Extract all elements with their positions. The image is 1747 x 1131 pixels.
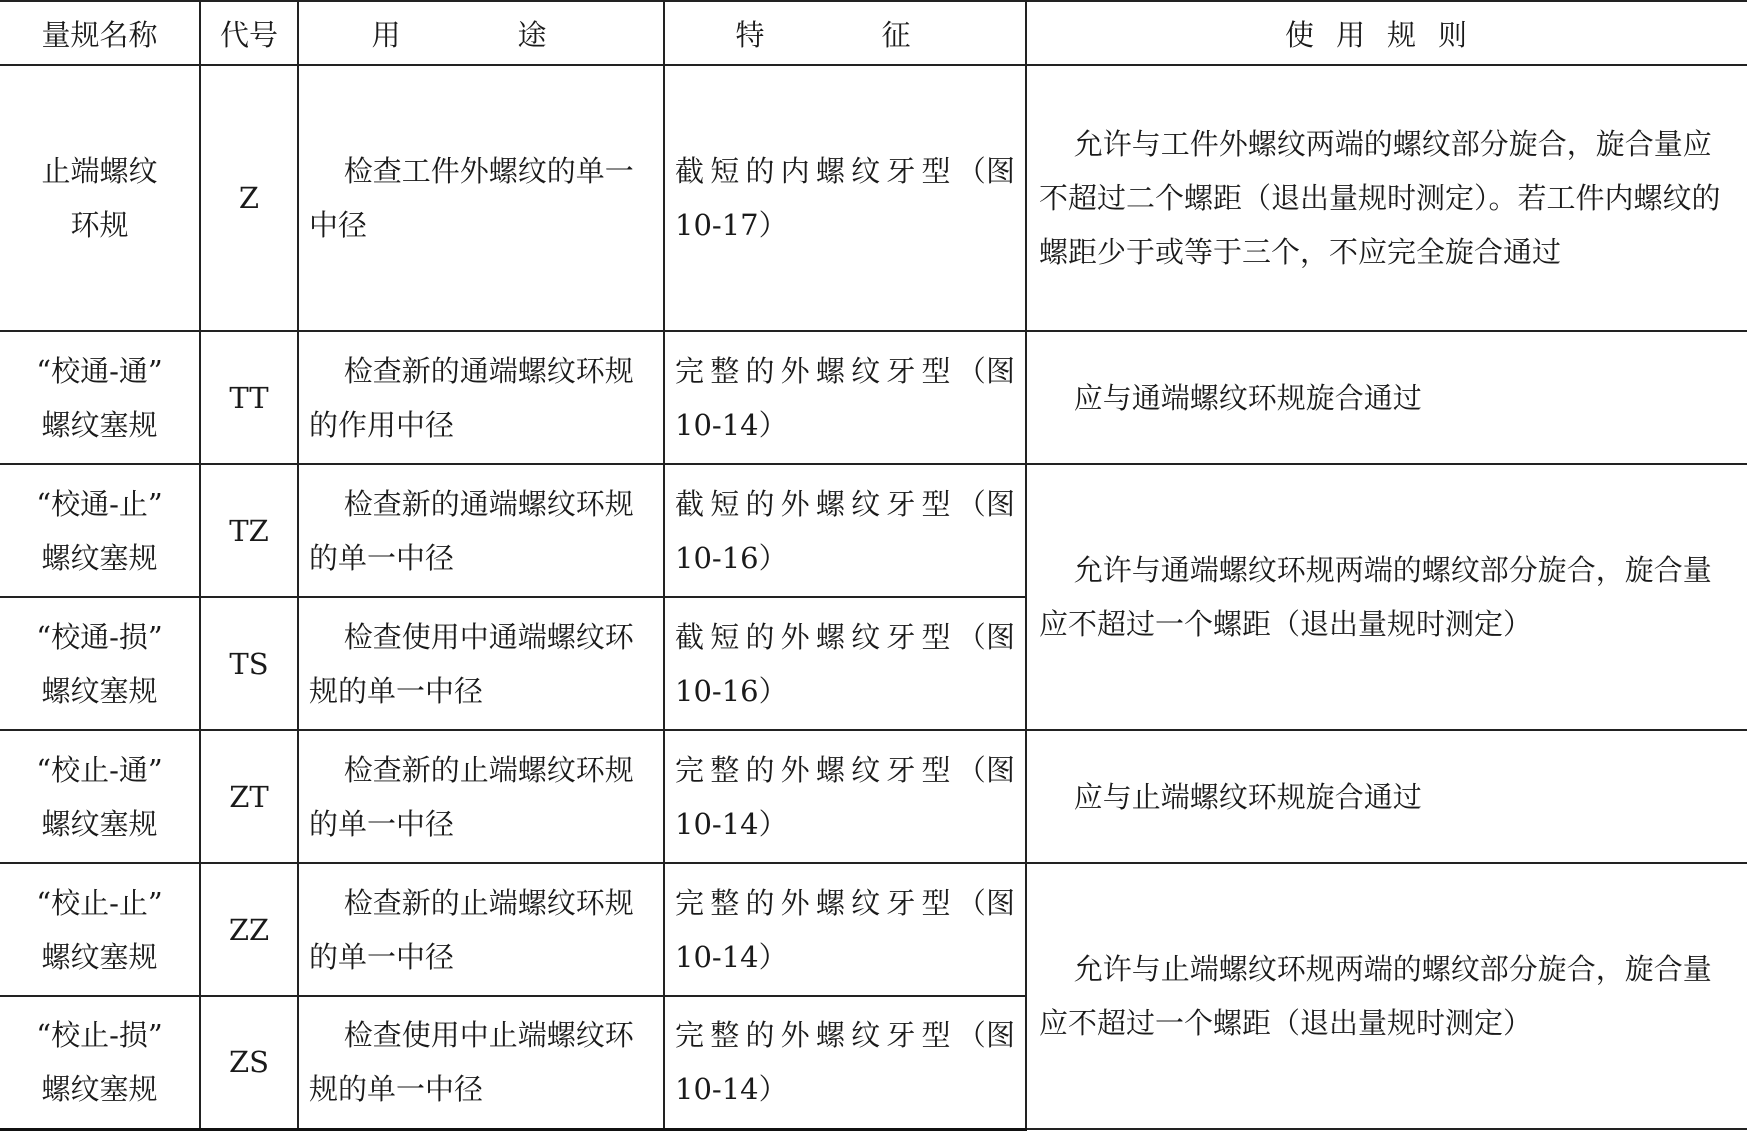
header-gauge-name: 量规名称 [0, 1, 200, 65]
usage-rule-cell: 允许与止端螺纹环规两端的螺纹部分旋合，旋合量应不超过一个螺距（退出量规时测定） [1026, 863, 1747, 1129]
gauge-name-cell: 止端螺纹 环规 [0, 65, 200, 331]
table-row [0, 331, 1747, 464]
purpose-cell: 检查新的通端螺纹环规的单一中径 [298, 464, 664, 597]
code-cell: TS [200, 597, 298, 730]
header-feature: 特 征 [664, 1, 1026, 65]
feature-cell: 完整的外螺纹牙型（图 10-14） [664, 730, 1026, 863]
header-code: 代号 [200, 1, 298, 65]
usage-rule-cell: 应与通端螺纹环规旋合通过 [1026, 331, 1747, 464]
feature-cell: 截短的内螺纹牙型（图 10-17） [664, 65, 1026, 331]
table-row [0, 65, 1747, 331]
gauge-name-cell: “校通-通” 螺纹塞规 [0, 331, 200, 464]
feature-cell: 完整的外螺纹牙型（图 10-14） [664, 331, 1026, 464]
code-cell: TZ [200, 464, 298, 597]
purpose-cell: 检查使用中止端螺纹环规的单一中径 [298, 996, 664, 1129]
feature-cell: 截短的外螺纹牙型（图 10-16） [664, 464, 1026, 597]
header-purpose: 用 途 [298, 1, 664, 65]
usage-rule-cell: 应与止端螺纹环规旋合通过 [1026, 730, 1747, 863]
gauge-name-cell: “校通-损” 螺纹塞规 [0, 597, 200, 730]
header-usage-rule: 使用规则 [1026, 1, 1747, 65]
feature-cell: 完整的外螺纹牙型（图 10-14） [664, 996, 1026, 1129]
gauge-name-cell: “校通-止” 螺纹塞规 [0, 464, 200, 597]
code-cell: ZS [200, 996, 298, 1129]
table-row [0, 863, 1747, 996]
purpose-cell: 检查工件外螺纹的单一中径 [298, 65, 664, 331]
header-row [0, 1, 1747, 65]
gauge-name-cell: “校止-止” 螺纹塞规 [0, 863, 200, 996]
purpose-cell: 检查使用中通端螺纹环规的单一中径 [298, 597, 664, 730]
purpose-cell: 检查新的通端螺纹环规的作用中径 [298, 331, 664, 464]
code-cell: ZT [200, 730, 298, 863]
code-cell: Z [200, 65, 298, 331]
gauge-name-cell: “校止-通” 螺纹塞规 [0, 730, 200, 863]
usage-rule-cell: 允许与工件外螺纹两端的螺纹部分旋合，旋合量应不超过二个螺距（退出量规时测定）。若工件内螺纹的螺距少于或等于三个，不应完全旋合通过 [1026, 65, 1747, 331]
usage-rule-cell: 允许与通端螺纹环规两端的螺纹部分旋合，旋合量应不超过一个螺距（退出量规时测定） [1026, 464, 1747, 730]
feature-cell: 完整的外螺纹牙型（图 10-14） [664, 863, 1026, 996]
gauge-name-cell: “校止-损” 螺纹塞规 [0, 996, 200, 1129]
purpose-cell: 检查新的止端螺纹环规的单一中径 [298, 730, 664, 863]
table-row [0, 730, 1747, 863]
code-cell: TT [200, 331, 298, 464]
table-row [0, 464, 1747, 597]
feature-cell: 截短的外螺纹牙型（图 10-16） [664, 597, 1026, 730]
code-cell: ZZ [200, 863, 298, 996]
purpose-cell: 检查新的止端螺纹环规的单一中径 [298, 863, 664, 996]
